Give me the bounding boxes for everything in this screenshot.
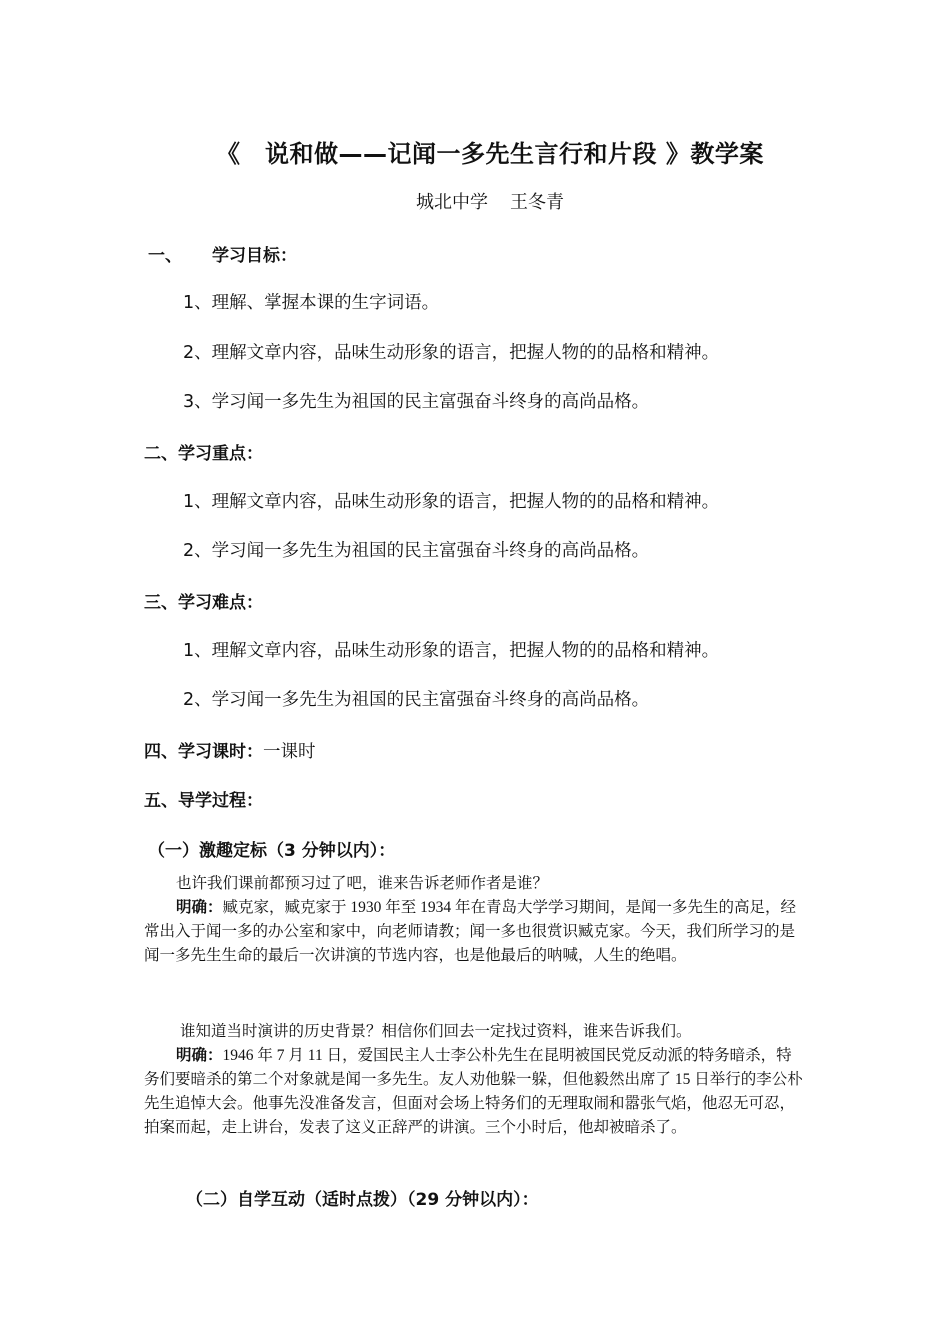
document-title: 《 说和做——记闻一多先生言行和片段 》教学案 — [216, 140, 764, 168]
answer-text: 臧克家，臧克家于 1930 年至 1934 年在青岛大学学习期间，是闻一多先生的高足，经常出入于闻一多的办公室和家中，向老师请教；闻一多也很赏识臧克家。今天，我们所学习的是闻一多先生生命的最后一次讲演的节选内容，也是他最后的呐喊，人生的绝唱。 — [144, 899, 797, 964]
section-key-points-heading: 二、学习重点： — [144, 444, 263, 464]
answer-text: 1946 年 7 月 11 日，爱国民主人士李公朴先生在昆明被国民党反动派的特务暗杀，特务们要暗杀的第二个对象就是闻一多先生。友人劝他躲一躲，但他毅然出席了 15 日举行的李公朴先生追悼大会。他事先没准备发言，但面对会场上特务们的无理取闹和嚣张气焰，他忍无可忍，拍案而起，走上讲台，发表了这义正辞严的讲演。三个小时后，他却被暗杀了。 — [144, 1047, 803, 1136]
goal-item: 3、学习闻一多先生为祖国的民主富强奋斗终身的高尚品格。 — [183, 392, 650, 412]
teacher-name: 王冬青 — [510, 192, 564, 213]
answer-paragraph — [144, 1044, 806, 1140]
section-periods — [144, 737, 316, 763]
difficulty-item: 2、学习闻一多先生为祖国的民主富强奋斗终身的高尚品格。 — [183, 690, 650, 710]
section-difficulties-heading: 三、学习难点： — [144, 593, 263, 613]
key-point-item: 2、学习闻一多先生为祖国的民主富强奋斗终身的高尚品格。 — [183, 541, 650, 561]
section-number: 一、 — [148, 246, 182, 266]
section-heading-text: 学习目标： — [212, 246, 297, 266]
question-paragraph: 谁知道当时演讲的历史背景？相信你们回去一定找过资料，谁来告诉我们。 — [180, 1023, 692, 1040]
answer-label: 明确： — [176, 1047, 223, 1064]
process-part2-heading: （二）自学互动（适时点拨）（29 分钟以内）： — [186, 1190, 539, 1210]
answer-label: 明确： — [176, 899, 223, 916]
answer-paragraph — [144, 896, 806, 968]
section-process-heading: 五、导学过程： — [144, 791, 263, 811]
author-line — [416, 188, 564, 214]
section-periods-value: 一课时 — [263, 742, 316, 762]
goal-item: 2、理解文章内容，品味生动形象的语言，把握人物的的品格和精神。 — [183, 343, 720, 363]
process-part1-heading: （一）激趣定标（3 分钟以内）： — [148, 841, 396, 861]
question-paragraph: 也许我们课前都预习过了吧，谁来告诉老师作者是谁？ — [176, 875, 549, 892]
difficulty-item: 1、理解文章内容，品味生动形象的语言，把握人物的的品格和精神。 — [183, 641, 720, 661]
section-periods-heading: 四、学习课时： — [144, 742, 263, 762]
key-point-item: 1、理解文章内容，品味生动形象的语言，把握人物的的品格和精神。 — [183, 492, 720, 512]
school-name: 城北中学 — [416, 192, 488, 213]
goal-item: 1、理解、掌握本课的生字词语。 — [183, 293, 440, 313]
section-goals-heading — [148, 241, 297, 266]
